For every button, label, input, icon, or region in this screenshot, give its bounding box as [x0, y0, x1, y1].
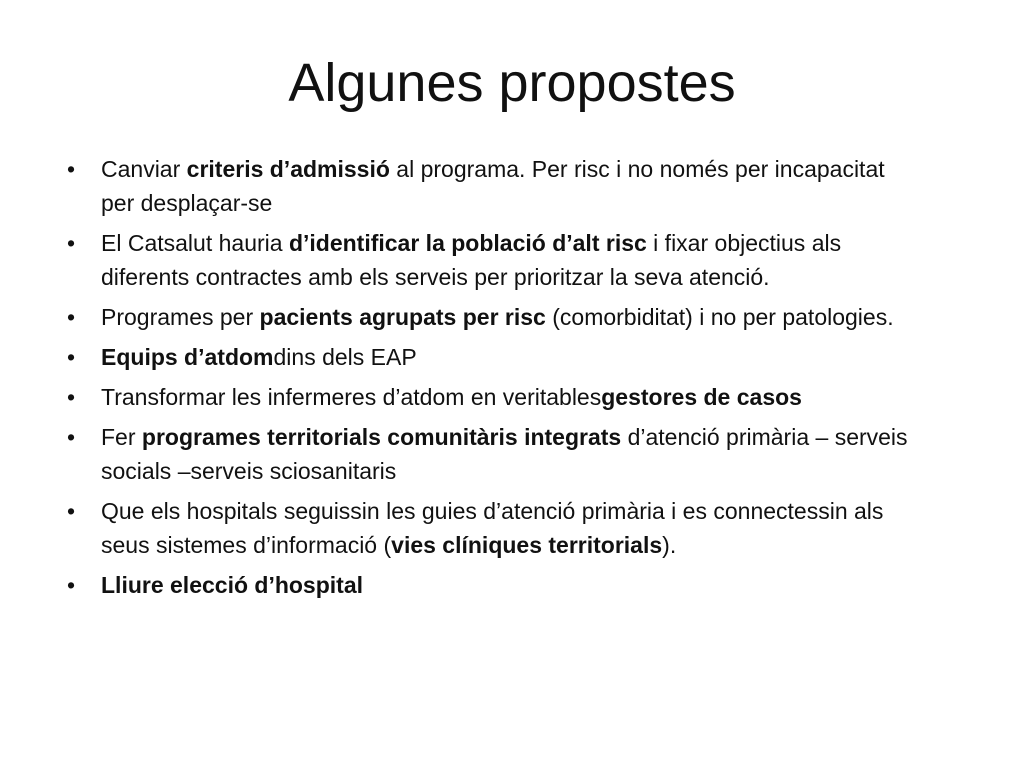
bullet-text: [101, 230, 841, 290]
bullet-text: [101, 498, 883, 558]
list-item: [61, 152, 911, 220]
bullet-text-segment: Transformar les infermeres d’atdom en veritables: [101, 384, 602, 410]
list-item: [61, 380, 911, 414]
list-item: [61, 420, 911, 488]
bullet-text-segment: Fer: [101, 424, 142, 450]
list-item: [61, 494, 911, 562]
bullet-text-bold: pacients agrupats per risc: [259, 304, 546, 330]
bullet-text-segment: d’atenció primària – serveis socials –serveis sciosanitaris: [101, 424, 908, 484]
bullet-text-segment: El Catsalut hauria: [101, 230, 289, 256]
bullet-icon: •: [66, 572, 76, 598]
bullet-text-bold: gestores de casos: [601, 384, 802, 410]
bullet-text-segment: Programes per: [101, 304, 260, 330]
bullet-text-segment: Canviar: [101, 156, 187, 182]
bullet-text: [101, 384, 802, 410]
list-item: [61, 568, 911, 602]
bullet-text-segment: al programa. Per risc i no només per incapacitat per desplaçar-se: [101, 156, 885, 216]
list-item: [61, 340, 911, 374]
slide-title: Algunes propostes: [288, 53, 736, 113]
bullet-text: [101, 424, 908, 484]
bullet-text-bold: criteris d’admissió: [186, 156, 390, 182]
bullet-text-segment: (comorbiditat) i no per patologies.: [545, 304, 894, 330]
bullet-text-bold: programes territorials comunitàris integrats: [141, 424, 622, 450]
bullet-text: [101, 572, 363, 598]
bullet-text-segment: ).: [662, 532, 677, 558]
bullet-text-bold: Lliure elecció d’hospital: [101, 572, 364, 598]
bullet-text-segment: i fixar objectius als diferents contractes amb els serveis per prioritzar la seva atenció.: [101, 230, 842, 290]
bullet-text-segment: dins dels EAP: [273, 344, 417, 370]
bullet-icon: •: [66, 384, 76, 410]
bullet-text-segment: Que els hospitals seguissin les guies d’atenció primària i es connectessin als seus sistemes d’informació (: [101, 498, 884, 558]
bullet-icon: •: [66, 230, 76, 256]
list-item: [61, 226, 911, 294]
list-item: [61, 300, 911, 334]
bullet-icon: •: [66, 498, 76, 524]
bullet-text: [101, 344, 417, 370]
bullet-text-bold: d’identificar la població d’alt risc: [288, 230, 647, 256]
bullet-text: [101, 156, 885, 216]
bullet-icon: •: [66, 344, 76, 370]
bullet-icon: •: [66, 304, 76, 330]
bullet-text-bold: vies clíniques territorials: [391, 532, 663, 558]
bullet-text-bold: Equips d’atdom: [101, 344, 274, 370]
bullet-icon: •: [66, 424, 76, 450]
bullet-icon: •: [66, 156, 76, 182]
bullet-text: [101, 304, 894, 330]
bullet-list: [61, 152, 911, 608]
